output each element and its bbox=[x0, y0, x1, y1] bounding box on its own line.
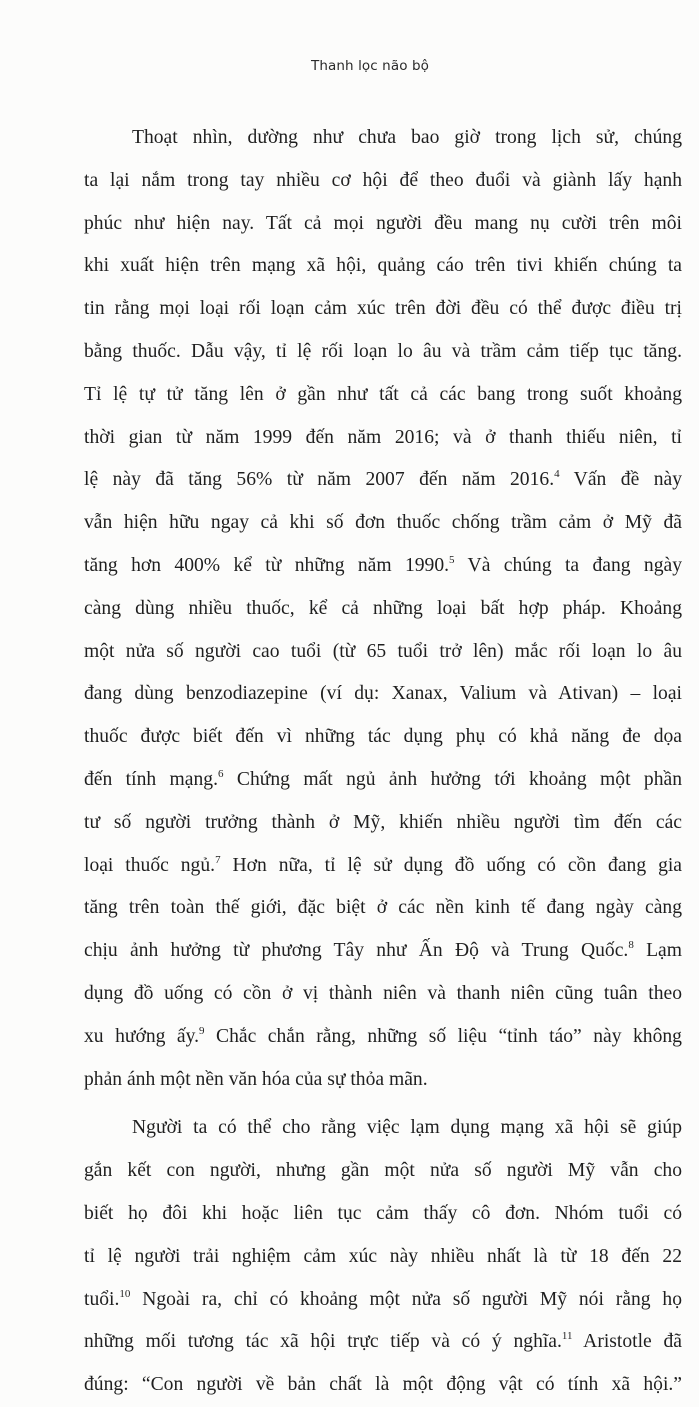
footnote-ref-8: 8 bbox=[628, 939, 634, 952]
footnote-ref-5: 5 bbox=[449, 553, 455, 566]
footnote-ref-6: 6 bbox=[217, 767, 224, 780]
line-text: chịu ảnh hưởng từ phương Tây như Ấn Độ và Trung Quốc. bbox=[84, 940, 629, 962]
text-line bbox=[84, 459, 682, 502]
line-text: Aristotle đã bbox=[572, 1331, 682, 1353]
line-text: Lạm bbox=[633, 940, 682, 962]
text-line: bằng thuốc. Dẫu vậy, tỉ lệ rối loạn lo âu và trầm cảm tiếp tục tăng. bbox=[84, 340, 682, 362]
text-line bbox=[84, 1016, 682, 1059]
text-line: dụng đồ uống có cồn ở vị thành niên và thanh niên cũng tuân theo bbox=[84, 982, 682, 1004]
line-text: tăng hơn 400% kể từ những năm 1990. bbox=[84, 554, 450, 576]
text-line: càng dùng nhiều thuốc, kể cả những loại bất hợp pháp. Khoảng bbox=[84, 597, 682, 619]
text-line bbox=[84, 545, 682, 588]
text-line: tin rằng mọi loại rối loạn cảm xúc trên đời đều có thể được điều trị bbox=[84, 298, 682, 320]
line-text: Hơn nữa, tỉ lệ sử dụng đồ uống có cồn đang gia bbox=[220, 854, 683, 876]
line-text: lệ này đã tăng 56% từ năm 2007 đến năm 2016. bbox=[84, 469, 555, 491]
line-text: loại thuốc ngủ. bbox=[84, 854, 216, 876]
text-line: vẫn hiện hữu ngay cả khi số đơn thuốc chống trầm cảm ở Mỹ đã bbox=[84, 512, 682, 534]
text-line: ta lại nắm trong tay nhiều cơ hội để theo đuổi và giành lấy hạnh bbox=[84, 169, 682, 191]
text-line bbox=[84, 845, 682, 888]
text-line: khi xuất hiện trên mạng xã hội, quảng cáo trên tivi khiến chúng ta bbox=[84, 255, 682, 277]
text-line: phản ánh một nền văn hóa của sự thỏa mãn. bbox=[84, 1068, 428, 1090]
text-line: thuốc được biết đến vì những tác dụng phụ có khả năng đe dọa bbox=[84, 726, 682, 748]
footnote-ref-9: 9 bbox=[199, 1024, 205, 1037]
body-text bbox=[84, 117, 682, 1407]
text-line: phúc như hiện nay. Tất cả mọi người đều mang nụ cười trên môi bbox=[84, 212, 682, 234]
line-text: tuổi. bbox=[84, 1288, 120, 1310]
text-line: Thoạt nhìn, dường như chưa bao giờ trong lịch sử, chúng bbox=[132, 127, 682, 148]
running-header: Thanh lọc não bộ bbox=[310, 58, 429, 74]
line-text: xu hướng ấy. bbox=[84, 1025, 200, 1047]
text-line: Người ta có thể cho rằng việc lạm dụng mạng xã hội sẽ giúp bbox=[132, 1117, 682, 1139]
text-line: tư số người trưởng thành ở Mỹ, khiến nhiều người tìm đến các bbox=[84, 811, 682, 833]
paragraph-1 bbox=[84, 117, 682, 1101]
line-text: những mối tương tác xã hội trực tiếp và có ý nghĩa. bbox=[84, 1331, 562, 1353]
text-line bbox=[84, 1321, 682, 1364]
text-line: gắn kết con người, nhưng gần một nửa số người Mỹ vẫn cho bbox=[84, 1160, 682, 1182]
text-line: biết họ đôi khi hoặc liên tục cảm thấy cô đơn. Nhóm tuổi có bbox=[84, 1202, 682, 1224]
text-line bbox=[84, 930, 682, 973]
line-text: Chứng mất ngủ ảnh hưởng tới khoảng một phần bbox=[223, 768, 682, 790]
text-line: đang dùng benzodiazepine (ví dụ: Xanax, Valium và Ativan) – loại bbox=[84, 683, 682, 705]
footnote-ref-11: 11 bbox=[561, 1330, 573, 1343]
text-line: tăng trên toàn thế giới, đặc biệt ở các nền kinh tế đang ngày càng bbox=[84, 897, 682, 919]
text-line: một nửa số người cao tuổi (từ 65 tuổi trở lên) mắc rối loạn lo âu bbox=[84, 640, 682, 662]
line-text: Ngoài ra, chỉ có khoảng một nửa số người Mỹ nói rằng họ bbox=[130, 1288, 682, 1310]
footnote-ref-10: 10 bbox=[119, 1287, 131, 1300]
paragraph-2 bbox=[84, 1107, 682, 1407]
text-line bbox=[84, 759, 682, 802]
footnote-ref-4: 4 bbox=[554, 468, 560, 481]
text-line: Tỉ lệ tự tử tăng lên ở gần như tất cả các bang trong suốt khoảng bbox=[84, 383, 682, 405]
line-text: đến tính mạng. bbox=[84, 768, 218, 790]
footnote-ref-7: 7 bbox=[215, 853, 221, 866]
line-text: Và chúng ta đang ngày bbox=[454, 554, 682, 576]
text-line: thời gian từ năm 1999 đến năm 2016; và ở thanh thiếu niên, tỉ bbox=[84, 426, 682, 448]
line-text: Chắc chắn rằng, những số liệu “tỉnh táo” này không bbox=[204, 1025, 682, 1047]
line-text: Vấn đề này bbox=[559, 469, 682, 491]
text-line: tỉ lệ người trải nghiệm cảm xúc này nhiều nhất là từ 18 đến 22 bbox=[84, 1245, 682, 1267]
text-line: đúng: “Con người về bản chất là một động vật có tính xã hội.” bbox=[84, 1374, 682, 1396]
text-line bbox=[84, 1279, 682, 1322]
